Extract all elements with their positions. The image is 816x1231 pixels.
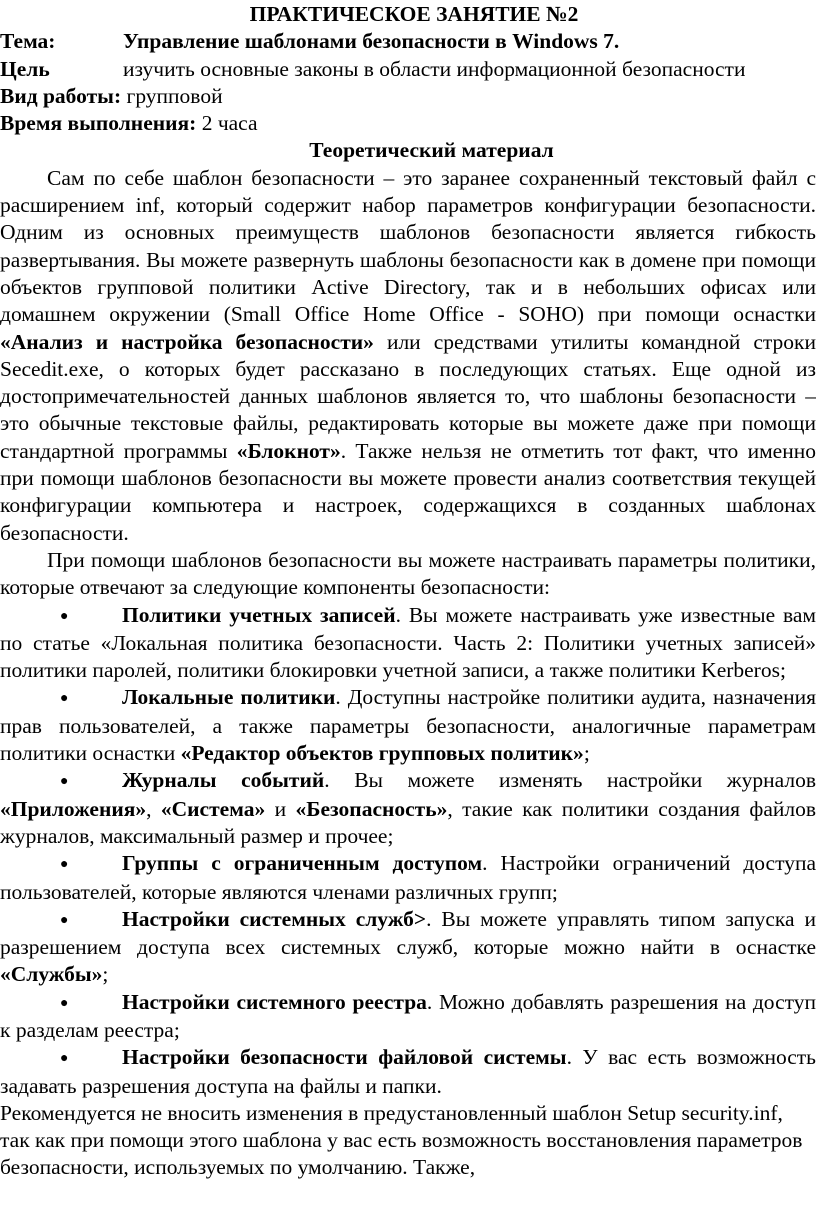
list-item — [0, 684, 816, 767]
list-item-title: Журналы событий — [122, 768, 325, 793]
list-item-text-end: ; — [102, 962, 109, 987]
snapin-name-services: «Службы» — [0, 962, 103, 987]
list-item-title: Настройки системных служб> — [122, 906, 427, 931]
list-item-title: Группы с ограниченным доступом — [122, 851, 483, 876]
theme-value: Управление шаблонами безопасности в Windows 7. — [123, 29, 620, 54]
paragraph-recommendation: Рекомендуется не вносить изменения в предустановленный шаблон Setup security.inf, так как при помощи этого шаблона у вас есть возможность восстановления параметров безопасности, используемых по умолчанию. Также, — [0, 1100, 803, 1180]
list-item-text: . У вас есть возможность задавать разрешения доступа на файлы и папки. — [0, 1045, 816, 1098]
work-type-row — [0, 83, 816, 110]
work-type-value: групповой — [126, 83, 223, 108]
list-item-text: . Доступны настройке политики аудита, назначения прав пользователей, а также параметры безопасности, аналогичные параметрам политики оснастки — [0, 685, 816, 766]
goal-row — [0, 56, 816, 83]
list-item-text: . Можно добавлять разрешения на доступ к разделам реестра; — [0, 989, 816, 1042]
time-value: 2 часа — [201, 111, 258, 136]
list-item-text: . Вы можете управлять типом запуска и разрешением доступа всех системных служб, которые можно найти в оснастке — [0, 906, 816, 960]
time-row — [0, 110, 816, 137]
list-item-title: Настройки системного реестра — [122, 989, 427, 1014]
bullet-icon: ● — [60, 912, 69, 928]
bullet-icon: ● — [60, 857, 69, 873]
goal-value: изучить основные законы в области информационной безопасности — [123, 56, 746, 81]
section-heading: Теоретический материал — [309, 138, 554, 163]
list-item-text: . Вы можете настраивать уже известные вам по статье «Локальная политика безопасности. Часть 2: Политики учетных записей» политики паролей, политики блокировки учетной записи, а также политики Kerberos; — [0, 602, 816, 683]
log-name-system: «Система» — [160, 796, 266, 821]
separator: и — [274, 796, 287, 821]
document-body — [0, 1, 816, 1182]
paragraph-components: При помощи шаблонов безопасности вы можете настраивать параметры политики, которые отвечают за следующие компоненты безопасности: — [0, 547, 816, 600]
list-item — [0, 1044, 816, 1100]
list-item-text: . Настройки ограничений доступа пользователей, которые являются членами различных групп; — [0, 851, 816, 904]
bullet-icon: ● — [60, 774, 69, 790]
list-item-title: Настройки безопасности файловой системы — [122, 1045, 567, 1070]
paragraph-intro-part-a: Сам по себе шаблон безопасности – это заранее сохраненный текстовый файл с расширением inf, который содержит набор параметров конфигурации безопасности. Одним из основных преимуществ шаблонов безопасности является гибкость развертывания. Вы можете развернуть шаблоны безопасности как в домене при помощи объектов групповой политики Active Directory, так и в небольших офисах или домашнем окружении (Small Office Home Office - SOHO) при помощи оснастки — [0, 165, 816, 327]
bullet-icon: ● — [60, 1051, 69, 1067]
page-title: ПРАКТИЧЕСКОЕ ЗАНЯТИЕ №2 — [249, 2, 579, 26]
time-label: Время выполнения: — [0, 111, 197, 136]
snapin-name-gpo-editor: «Редактор объектов групповых политик» — [180, 741, 584, 766]
theme-label: Тема: — [0, 29, 56, 54]
goal-label: Цель — [0, 56, 50, 81]
list-item — [0, 850, 816, 906]
list-item-title: Локальные политики — [122, 685, 336, 710]
components-list — [0, 602, 816, 1100]
list-item-text-end: , такие как политики создания файлов журналов, максимальный размер и прочее; — [0, 796, 816, 848]
bullet-icon: ● — [60, 995, 69, 1011]
snapin-name-analysis: «Анализ и настройка безопасности» — [0, 329, 374, 354]
bullet-icon: ● — [60, 691, 69, 707]
paragraph-intro — [0, 165, 816, 547]
bullet-icon: ● — [60, 608, 69, 624]
paragraph-intro-part-e: . Также нельзя не отметить тот факт, что именно при помощи шаблонов безопасности вы можете провести анализ соответствия текущей конфигурации компьютера и настроек, содержащихся в созданных шаблонах безопасности. — [0, 438, 816, 545]
list-item-title: Политики учетных записей — [122, 602, 396, 627]
list-item — [0, 602, 816, 685]
list-item — [0, 906, 816, 989]
notepad-name: «Блокнот» — [236, 438, 341, 463]
list-item — [0, 989, 816, 1045]
paragraph-intro-part-c: или средствами утилиты командной строки Secedit.exe, о которых будет рассказано в последующих статьях. Еще одной из достопримечательностей данных шаблонов является то, что шаблоны безопасности – это обычные текстовые файлы, редактировать которые вы можете даже при помощи стандартной программы — [0, 329, 816, 463]
work-type-label: Вид работы: — [0, 83, 122, 108]
list-item-text: . Вы можете изменять настройки журналов — [324, 768, 816, 793]
log-name-security: «Безопасность» — [295, 796, 448, 821]
list-item — [0, 767, 816, 850]
separator: , — [146, 796, 152, 821]
log-name-applications: «Приложения» — [0, 796, 147, 821]
list-item-text-end: ; — [583, 741, 590, 766]
theme-row — [0, 28, 816, 55]
